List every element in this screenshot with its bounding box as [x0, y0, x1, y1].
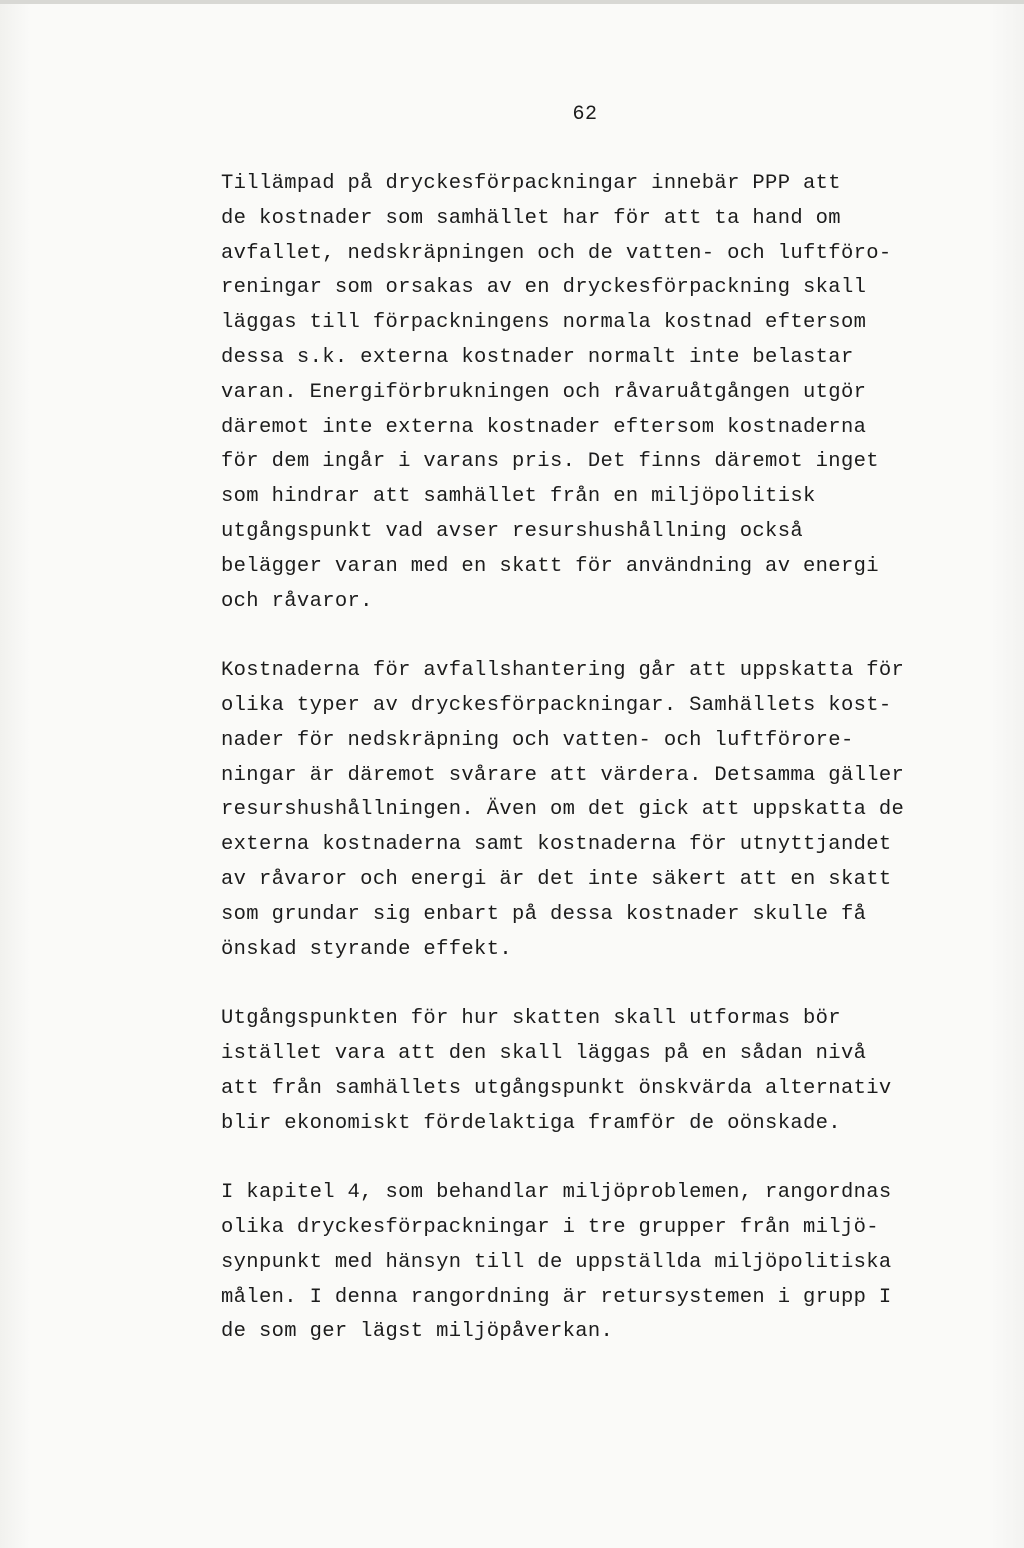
text-line: olika dryckesförpackningar i tre grupper från miljö-	[221, 1215, 879, 1239]
text-line: varan. Energiförbrukningen och råvaruåtgången utgör	[221, 380, 867, 404]
text-line: Utgångspunkten för hur skatten skall utformas bör	[221, 1007, 841, 1031]
page-top-edge	[0, 0, 1024, 4]
text-line: nader för nedskräpning och vatten- och luftförore-	[221, 728, 854, 752]
text-line: blir ekonomiskt fördelaktiga framför de oönskade.	[221, 1111, 841, 1135]
text-line: målen. I denna rangordning är retursystemen i grupp I	[221, 1285, 892, 1309]
text-line: resurshushållningen. Även om det gick att uppskatta de	[221, 798, 905, 822]
paragraph-1	[221, 167, 981, 619]
text-line: ningar är däremot svårare att värdera. Detsamma gäller	[221, 763, 905, 787]
page-number: 62	[572, 103, 598, 126]
text-line: och råvaror.	[221, 589, 373, 613]
text-line: läggas till förpackningens normala kostnad eftersom	[221, 311, 867, 335]
text-line: de kostnader som samhället har för att ta hand om	[221, 206, 841, 230]
body-text	[221, 167, 981, 1385]
text-line: att från samhällets utgångspunkt önskvärda alternativ	[221, 1076, 892, 1100]
text-line: som grundar sig enbart på dessa kostnader skulle få	[221, 902, 867, 926]
text-line: Tillämpad på dryckesförpackningar innebär PPP att	[221, 172, 841, 195]
text-line: Kostnaderna för avfallshantering går att uppskatta för	[221, 659, 905, 683]
paragraph-3	[221, 1002, 981, 1141]
text-line: som hindrar att samhället från en miljöpolitisk	[221, 485, 816, 509]
paragraph-4	[221, 1176, 981, 1350]
text-line: externa kostnaderna samt kostnaderna för utnyttjandet	[221, 833, 892, 857]
text-line: de som ger lägst miljöpåverkan.	[221, 1320, 614, 1344]
text-line: reningar som orsakas av en dryckesförpackning skall	[221, 276, 867, 300]
text-line: utgångspunkt vad avser resurshushållning också	[221, 519, 803, 543]
text-line: av råvaror och energi är det inte säkert att en skatt	[221, 867, 892, 891]
text-line: önskad styrande effekt.	[221, 937, 512, 961]
text-line: avfallet, nedskräpningen och de vatten- och luftföro-	[221, 241, 892, 265]
text-line: belägger varan med en skatt för användning av energi	[221, 554, 879, 578]
text-line: olika typer av dryckesförpackningar. Samhällets kost-	[221, 693, 892, 717]
paragraph-2	[221, 654, 981, 967]
text-line: synpunkt med hänsyn till de uppställda miljöpolitiska	[221, 1250, 892, 1274]
text-line: istället vara att den skall läggas på en sådan nivå	[221, 1041, 867, 1065]
text-line: I kapitel 4, som behandlar miljöproblemen, rangordnas	[221, 1181, 892, 1205]
text-line: däremot inte externa kostnader eftersom kostnaderna	[221, 415, 867, 439]
text-line: dessa s.k. externa kostnader normalt inte belastar	[221, 345, 854, 369]
text-line: för dem ingår i varans pris. Det finns däremot inget	[221, 450, 879, 474]
